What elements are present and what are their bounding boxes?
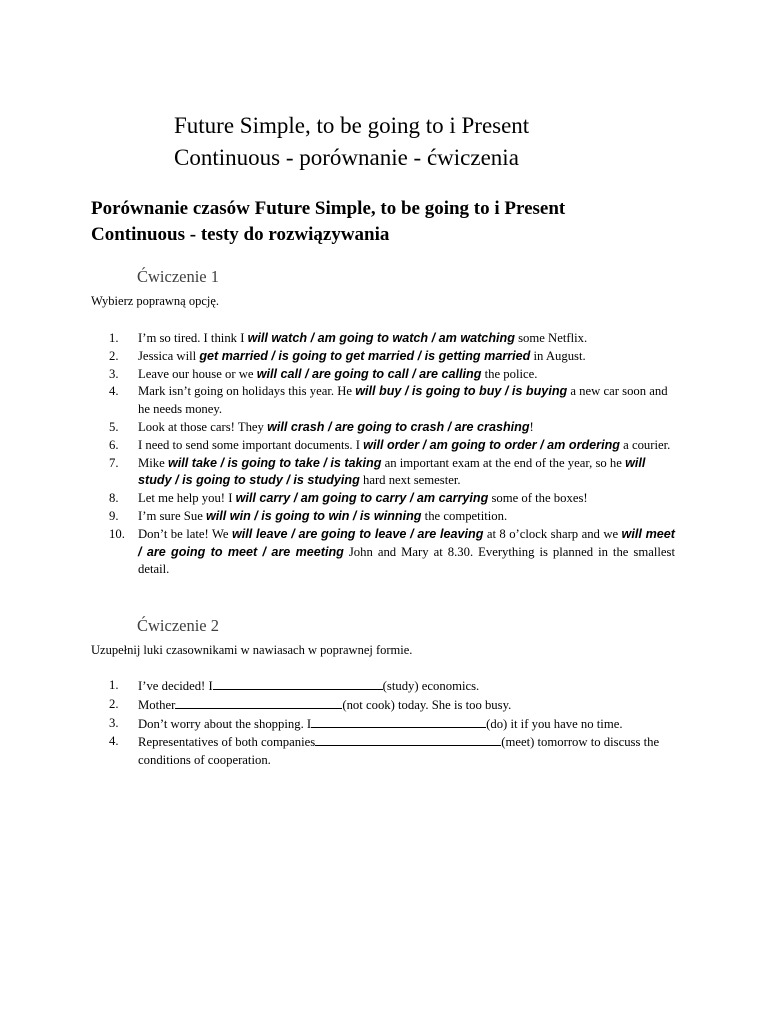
exercise-1-item <box>91 419 675 437</box>
item-text: some of the boxes! <box>488 491 588 506</box>
item-text: Jessica will <box>138 348 200 363</box>
item-number: 2. <box>109 696 119 711</box>
exercise-1-item <box>91 455 675 491</box>
exercise-2-instruction: Uzupełnij luki czasownikami w nawiasach w poprawnej formie. <box>91 643 413 657</box>
item-number: 5. <box>109 419 119 434</box>
item-number: 8. <box>109 491 119 506</box>
title-line-1: Future Simple, to be going to i Present <box>174 113 530 138</box>
item-text: some Netflix. <box>514 331 588 345</box>
item-text: Mother <box>138 697 176 712</box>
item-options: will leave / are going to leave / are leaving <box>231 526 484 541</box>
answer-blank[interactable] <box>213 677 383 690</box>
item-options: will win / is going to win / is winning <box>206 508 422 523</box>
item-number: 10. <box>109 526 125 541</box>
item-text: I’ve decided! I <box>138 679 213 693</box>
item-number: 4. <box>109 384 119 399</box>
exercise-2-item <box>91 715 675 734</box>
item-options: will order / am going to order / am ordering <box>363 437 620 452</box>
item-options: get married / is going to get married / is getting married <box>199 348 531 363</box>
item-text: (do) it if you have no time. <box>486 716 623 731</box>
item-text: the police. <box>481 366 538 381</box>
exercise-1-list <box>91 330 675 579</box>
exercise-1-item <box>91 526 675 579</box>
page-title <box>174 110 674 174</box>
item-text: I’m sure Sue <box>138 508 207 523</box>
item-text: Mark isn’t going on holidays this year. He <box>138 384 356 399</box>
item-number: 4. <box>109 734 119 749</box>
item-text: ! <box>529 419 534 434</box>
item-text: Mike <box>138 455 168 470</box>
item-text: Don’t worry about the shopping. I <box>138 716 312 731</box>
subtitle-line-2: Continuous - testy do rozwiązywania <box>91 224 390 245</box>
exercise-1-item <box>91 508 675 526</box>
item-text: an important exam at the end of the year, so he <box>381 455 626 470</box>
exercise-1-item <box>91 437 675 455</box>
item-text: the competition. <box>421 508 508 523</box>
item-options: will meet / are going to meet / are meeting <box>138 526 675 559</box>
item-text: at 8 o’clock sharp and we <box>483 526 622 541</box>
item-text: Don’t be late! We <box>138 526 232 541</box>
exercise-1-item <box>91 330 675 348</box>
item-text: hard next semester. <box>359 473 461 488</box>
item-number: 2. <box>109 348 119 363</box>
subtitle-line-1: Porównanie czasów Future Simple, to be going to i Present <box>91 198 566 219</box>
item-text: in August. <box>530 348 586 363</box>
item-number: 1. <box>109 678 119 692</box>
title-line-2: Continuous - porównanie - ćwiczenia <box>174 145 519 170</box>
answer-blank[interactable] <box>175 696 342 709</box>
exercise-1-item <box>91 348 675 366</box>
item-text: Look at those cars! They <box>138 419 268 434</box>
exercise-1-item <box>91 366 675 384</box>
item-options: will take / is going to take / is taking <box>167 455 382 470</box>
item-text: Let me help you! I <box>138 491 236 506</box>
item-options: will buy / is going to buy / is buying <box>355 384 568 399</box>
item-number: 3. <box>109 715 119 730</box>
exercise-2-item <box>91 677 675 696</box>
item-options: will carry / am going to carry / am carrying <box>235 491 489 506</box>
item-text: (meet) tomorrow to discuss the conditions of cooperation. <box>138 735 660 768</box>
exercise-2-item <box>91 733 675 770</box>
item-text: I need to send some important documents. I <box>138 437 364 452</box>
item-number: 7. <box>109 455 119 470</box>
exercise-1-item <box>91 490 675 508</box>
exercise-2-item <box>91 696 675 715</box>
answer-blank[interactable] <box>315 733 501 746</box>
page-subtitle <box>91 196 691 248</box>
item-text: John and Mary at 8.30. Everything is planned in the smallest detail. <box>138 544 675 577</box>
exercise-2-list <box>91 677 675 770</box>
exercise-1-heading: Ćwiczenie 1 <box>137 267 220 286</box>
exercise-1-instruction: Wybierz poprawną opcję. <box>91 294 220 308</box>
item-number: 6. <box>109 437 119 452</box>
item-number: 1. <box>109 331 119 345</box>
item-text: I’m so tired. I think I <box>138 331 248 345</box>
exercise-1-item <box>91 383 675 419</box>
item-number: 3. <box>109 366 119 381</box>
item-text: a new car soon and he needs money. <box>138 384 668 417</box>
item-options: will call / are going to call / are calling <box>256 366 482 381</box>
item-text: Leave our house or we <box>138 366 257 381</box>
item-text: (study) economics. <box>382 679 480 693</box>
item-options: will crash / are going to crash / are crashing <box>267 419 530 434</box>
exercise-2-heading: Ćwiczenie 2 <box>137 616 220 635</box>
item-options: will study / is going to study / is studying <box>138 455 646 488</box>
item-text: (not cook) today. She is too busy. <box>342 697 512 712</box>
answer-blank[interactable] <box>311 715 486 728</box>
item-number: 9. <box>109 508 119 523</box>
item-options: will watch / am going to watch / am watching <box>247 331 515 345</box>
item-text: Representatives of both companies <box>138 735 316 750</box>
item-text: a courier. <box>619 437 671 452</box>
